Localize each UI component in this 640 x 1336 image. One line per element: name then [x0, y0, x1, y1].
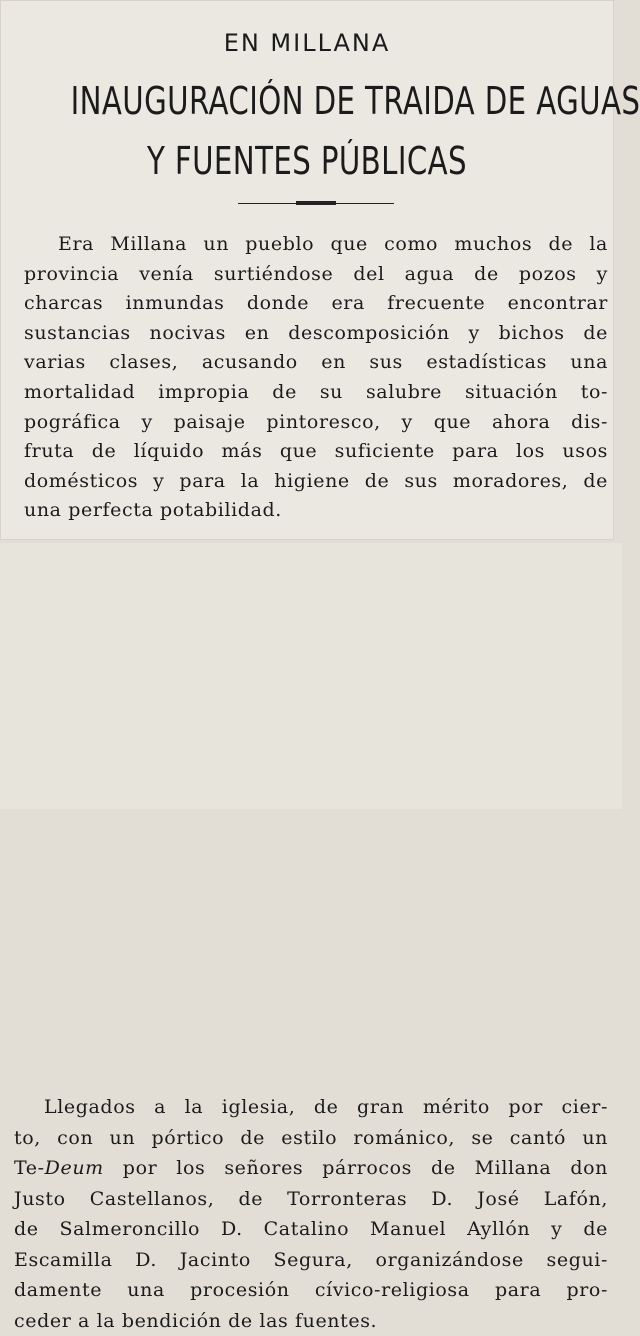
- te-deum-italic: Deum: [45, 1157, 104, 1179]
- headline-line-1: INAUGURACIÓN DE TRAIDA DE AGUAS: [71, 78, 544, 124]
- paragraph-2-line: ceder a la bendición de las fuentes.: [14, 1306, 608, 1336]
- paragraph-1: [24, 230, 608, 526]
- paragraph-2-line: Justo Castellanos, de Torronteras D. José Lafón,: [14, 1184, 608, 1215]
- top-clipping: [0, 0, 614, 540]
- decorative-rule-right: [334, 203, 394, 204]
- paragraph-1-line: pográfica y paisaje pintoresco, y que ahora dis-: [24, 408, 608, 438]
- paragraph-1-line: Era Millana un pueblo que como muchos de la: [24, 230, 608, 260]
- paragraph-1-line: varias clases, acusando en sus estadísticas una: [24, 348, 608, 378]
- paragraph-1-line: una perfecta potabilidad.: [24, 496, 608, 526]
- kicker: EN MILLANA: [0, 28, 614, 58]
- decorative-rule-left: [238, 203, 298, 204]
- paragraph-2-line: damente una procesión cívico-religiosa para pro-: [14, 1275, 608, 1306]
- paragraph-1-line: mortalidad impropia de su salubre situación to-: [24, 378, 608, 408]
- paragraph-2-line-te-deum: [14, 1153, 608, 1184]
- paragraph-2-line: Llegados a la iglesia, de gran mérito por cier-: [14, 1092, 608, 1123]
- paragraph-2: [14, 1092, 608, 1336]
- paragraph-2-line: de Salmeroncillo D. Catalino Manuel Ayllón y de: [14, 1214, 608, 1245]
- paragraph-2-line: to, con un pórtico de estilo románico, se cantó un: [14, 1123, 608, 1154]
- paragraph-1-line: domésticos y para la higiene de sus moradores, de: [24, 467, 608, 497]
- te-deum-suffix: por los señores párrocos de Millana don: [104, 1157, 608, 1179]
- decorative-rule-center: [296, 201, 336, 205]
- te-deum-prefix: Te-: [14, 1157, 45, 1179]
- paragraph-1-line: charcas inmundas donde era frecuente encontrar: [24, 289, 608, 319]
- paragraph-1-line: provincia venía surtiéndose del agua de pozos y: [24, 260, 608, 290]
- paragraph-2-line: Escamilla D. Jacinto Segura, organizándose segui-: [14, 1245, 608, 1276]
- headline-line-2: Y FUENTES PÚBLICAS: [71, 138, 544, 184]
- paragraph-1-line: fruta de líquido más que suficiente para los usos: [24, 437, 608, 467]
- paragraph-1-line: sustancias nocivas en descomposición y bichos de: [24, 319, 608, 349]
- bottom-clipping: [0, 543, 622, 809]
